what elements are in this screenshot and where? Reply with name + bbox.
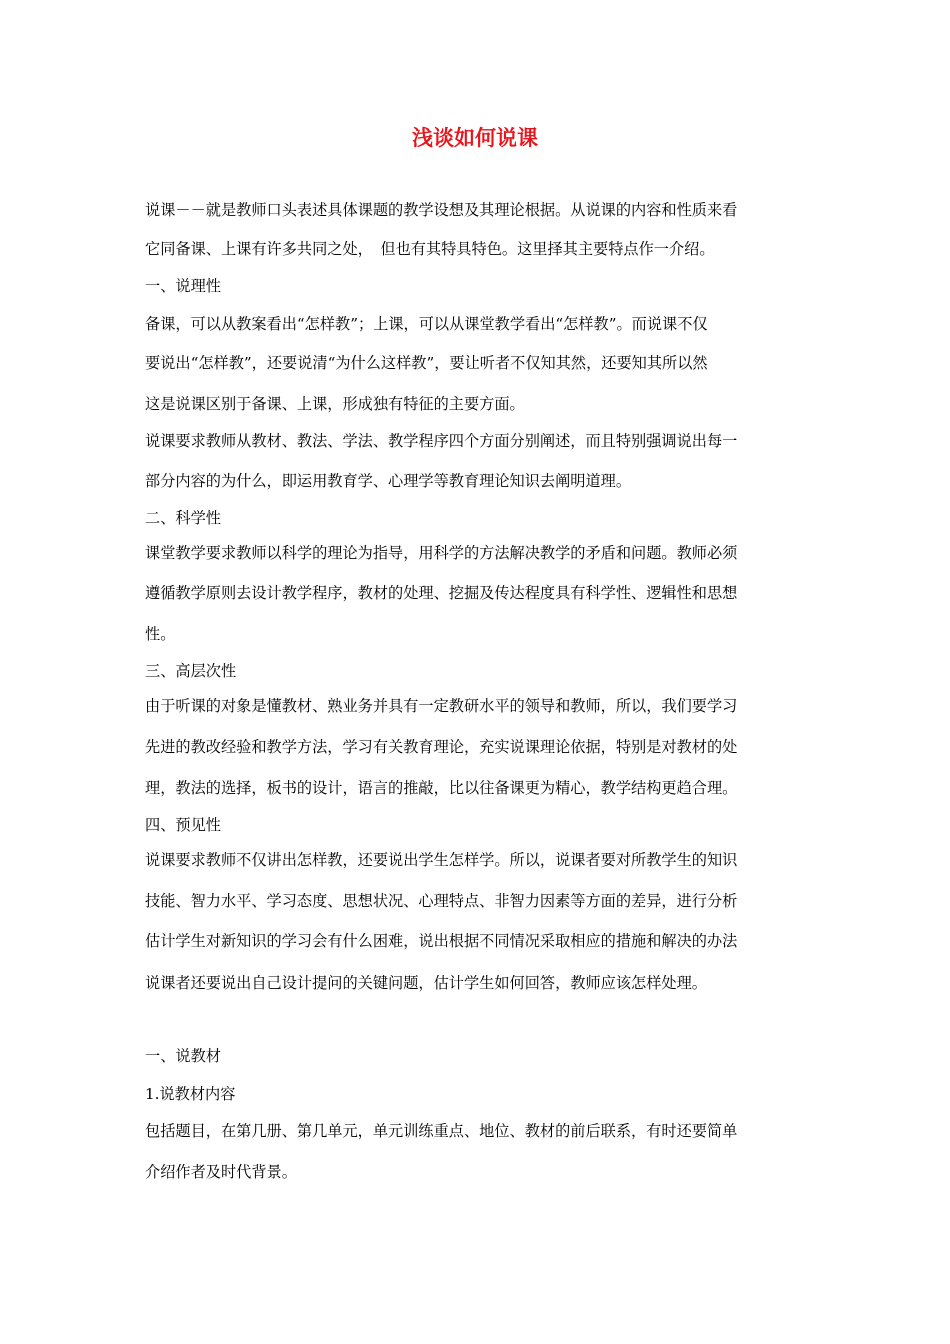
body-line: 课堂教学要求教师以科学的理论为指导，用科学的方法解决教学的矛盾和问题。教师必须 [145,544,738,562]
body-line: 说课－－就是教师口头表述具体课题的教学设想及其理论根据。从说课的内容和性质来看 [145,201,738,219]
body-line: 介绍作者及时代背景。 [145,1163,297,1181]
body-line: 这是说课区别于备课、上课，形成独有特征的主要方面。 [145,395,525,413]
body-line: 要说出“怎样教”，还要说清“为什么这样教”，要让听者不仅知其然，还要知其所以然 [145,354,708,372]
body-line: 说课要求教师不仅讲出怎样教，还要说出学生怎样学。所以，说课者要对所教学生的知识 [145,851,738,869]
document-title: 浅谈如何说课 [412,126,538,150]
body-line: 由于听课的对象是懂教材、熟业务并具有一定教研水平的领导和教师，所以，我们要学习 [145,697,738,715]
body-line: 部分内容的为什么，即运用教育学、心理学等教育理论知识去阐明道理。 [145,472,631,490]
body-line: 它同备课、上课有许多共同之处， 但也有其特具特色。这里择其主要特点作一介绍。 [145,240,715,258]
section-heading: 四、预见性 [145,816,221,834]
section-heading: 一、说教材 [145,1047,221,1065]
section-heading: 一、说理性 [145,277,221,295]
body-line: 备课，可以从教案看出“怎样教”；上课，可以从课堂教学看出“怎样教”。而说课不仅 [145,315,708,333]
body-line: 技能、智力水平、学习态度、思想状况、心理特点、非智力因素等方面的差异，进行分析 [145,892,738,910]
body-line: 说课者还要说出自己设计提问的关键问题，估计学生如何回答，教师应该怎样处理。 [145,974,707,992]
section-heading: 三、高层次性 [145,662,237,680]
body-line: 估计学生对新知识的学习会有什么困难，说出根据不同情况采取相应的措施和解决的办法 [145,932,738,950]
body-line: 先进的教改经验和教学方法，学习有关教育理论，充实说课理论依据，特别是对教材的处 [145,738,738,756]
section-heading: 二、科学性 [145,509,221,527]
body-line: 说课要求教师从教材、教法、学法、教学程序四个方面分别阐述，而且特别强调说出每一 [145,432,738,450]
body-line: 包括题目，在第几册、第几单元，单元训练重点、地位、教材的前后联系，有时还要简单 [145,1122,738,1140]
body-line: 性。 [145,625,176,643]
body-line: 理，教法的选择，板书的设计，语言的推敲，比以往备课更为精心，教学结构更趋合理。 [145,779,738,797]
subsection-heading: 1.说教材内容 [145,1085,236,1103]
body-line: 遵循教学原则去设计教学程序，教材的处理、挖掘及传达程度具有科学性、逻辑性和思想 [145,584,738,602]
